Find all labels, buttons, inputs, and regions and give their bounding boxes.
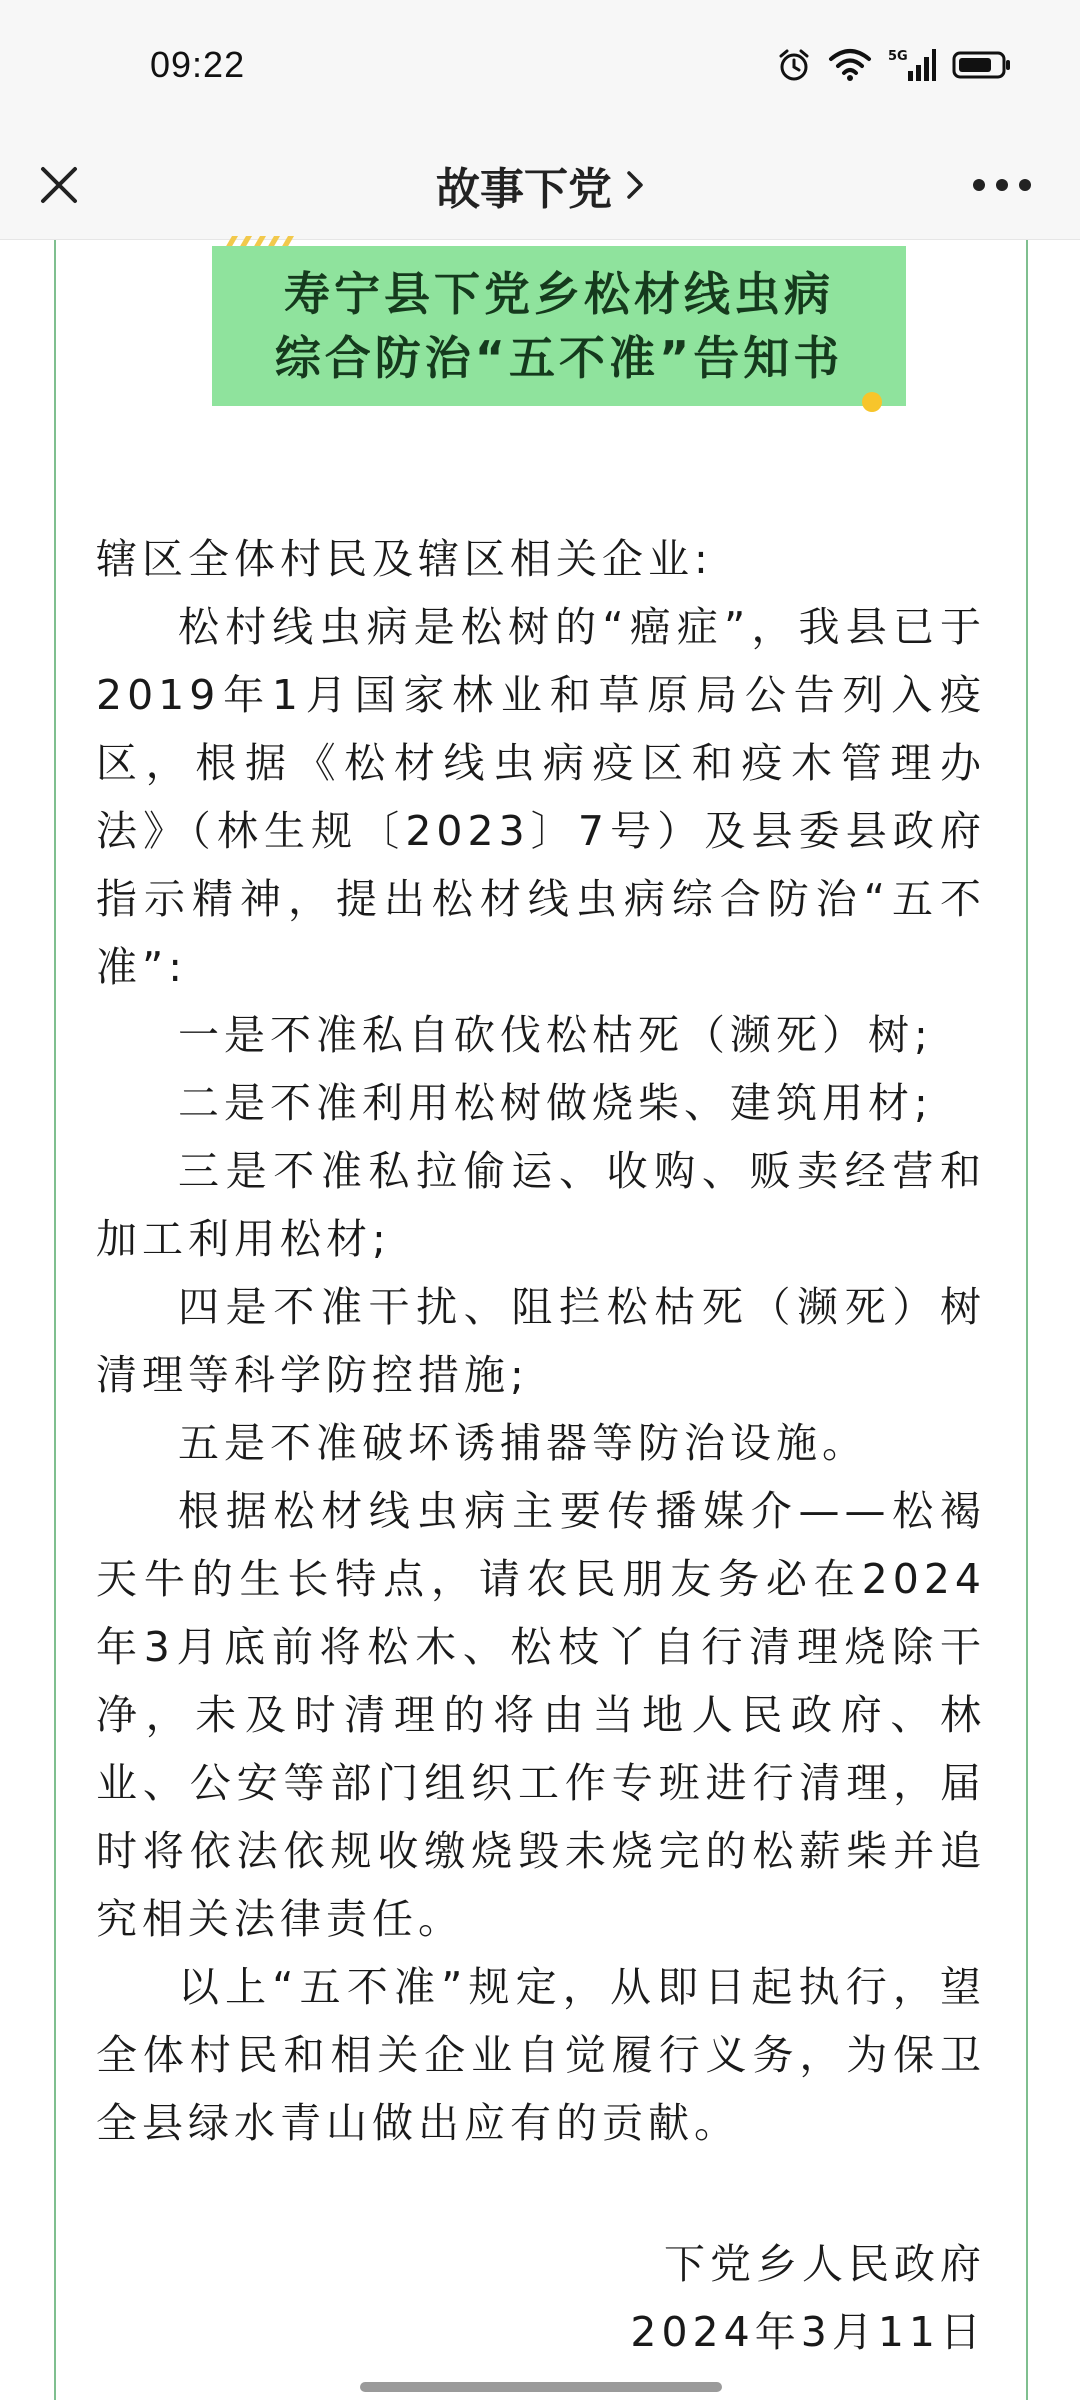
alarm-icon <box>776 47 812 83</box>
rule-2: 二是不准利用松树做烧柴、建筑用材; <box>178 1079 933 1127</box>
paragraph-deadline: 根据松材线虫病主要传播媒介——松褐天牛的生长特点，请农民朋友务必在2024年3月底前将松木、松枝丫自行清理烧除干净，未及时清理的将由当地人民政府、林业、公安等部门组织工作专班进行清理，届时将依法依规收缴烧毁未烧完的松薪柴并追究相关法律责任。 <box>96 1487 986 1943</box>
notice-title-box <box>212 246 906 406</box>
notice-title-line-2: 综合防治“五不准”告知书 <box>274 331 844 385</box>
home-indicator[interactable] <box>360 2382 722 2392</box>
5g-signal-icon <box>888 47 936 83</box>
nav-bar <box>0 130 1080 240</box>
paragraph-intro: 松村线虫病是松树的“癌症”，我县已于2019年1月国家林业和草原局公告列入疫区，根据《松材线虫病疫区和疫木管理办法》（林生规〔2023〕7号）及县委县政府指示精神，提出松材线虫病综合防治“五不准”: <box>96 603 986 991</box>
more-button[interactable] <box>960 160 1044 210</box>
signature-date: 2024年3月11日 <box>630 2308 986 2356</box>
rule-3: 三是不准私拉偷运、收购、贩卖经营和加工利用松材; <box>96 1147 986 1263</box>
status-time: 09:22 <box>150 44 246 85</box>
svg-text:5G: 5G <box>888 49 908 64</box>
more-icon <box>972 178 1032 192</box>
signature <box>630 2230 986 2366</box>
greeting: 辖区全体村民及辖区相关企业: <box>96 535 713 583</box>
rule-5: 五是不准破坏诱捕器等防治设施。 <box>178 1419 868 1467</box>
chevron-right-icon <box>626 170 644 200</box>
notice-body <box>96 525 986 2157</box>
close-button[interactable] <box>28 154 90 216</box>
battery-icon <box>952 50 1012 80</box>
wifi-icon <box>828 48 872 82</box>
signature-org: 下党乡人民政府 <box>664 2240 986 2288</box>
status-bar <box>0 0 1080 130</box>
status-icons <box>776 47 1012 83</box>
paragraph-closing: 以上“五不准”规定，从即日起执行，望全体村民和相关企业自觉履行义务，为保卫全县绿水青山做出应有的贡献。 <box>96 1963 986 2147</box>
article-content <box>54 240 1028 2400</box>
rule-4: 四是不准干扰、阻拦松枯死（濒死）树清理等科学防控措施; <box>96 1283 986 1399</box>
nav-title: 故事下党 <box>436 163 612 215</box>
notice-title-line-1: 寿宁县下党乡松材线虫病 <box>284 267 834 321</box>
account-title-link[interactable] <box>436 153 644 217</box>
rule-1: 一是不准私自砍伐松枯死（濒死）树; <box>178 1011 933 1059</box>
close-icon <box>39 165 79 205</box>
decoration-dot <box>862 392 882 412</box>
